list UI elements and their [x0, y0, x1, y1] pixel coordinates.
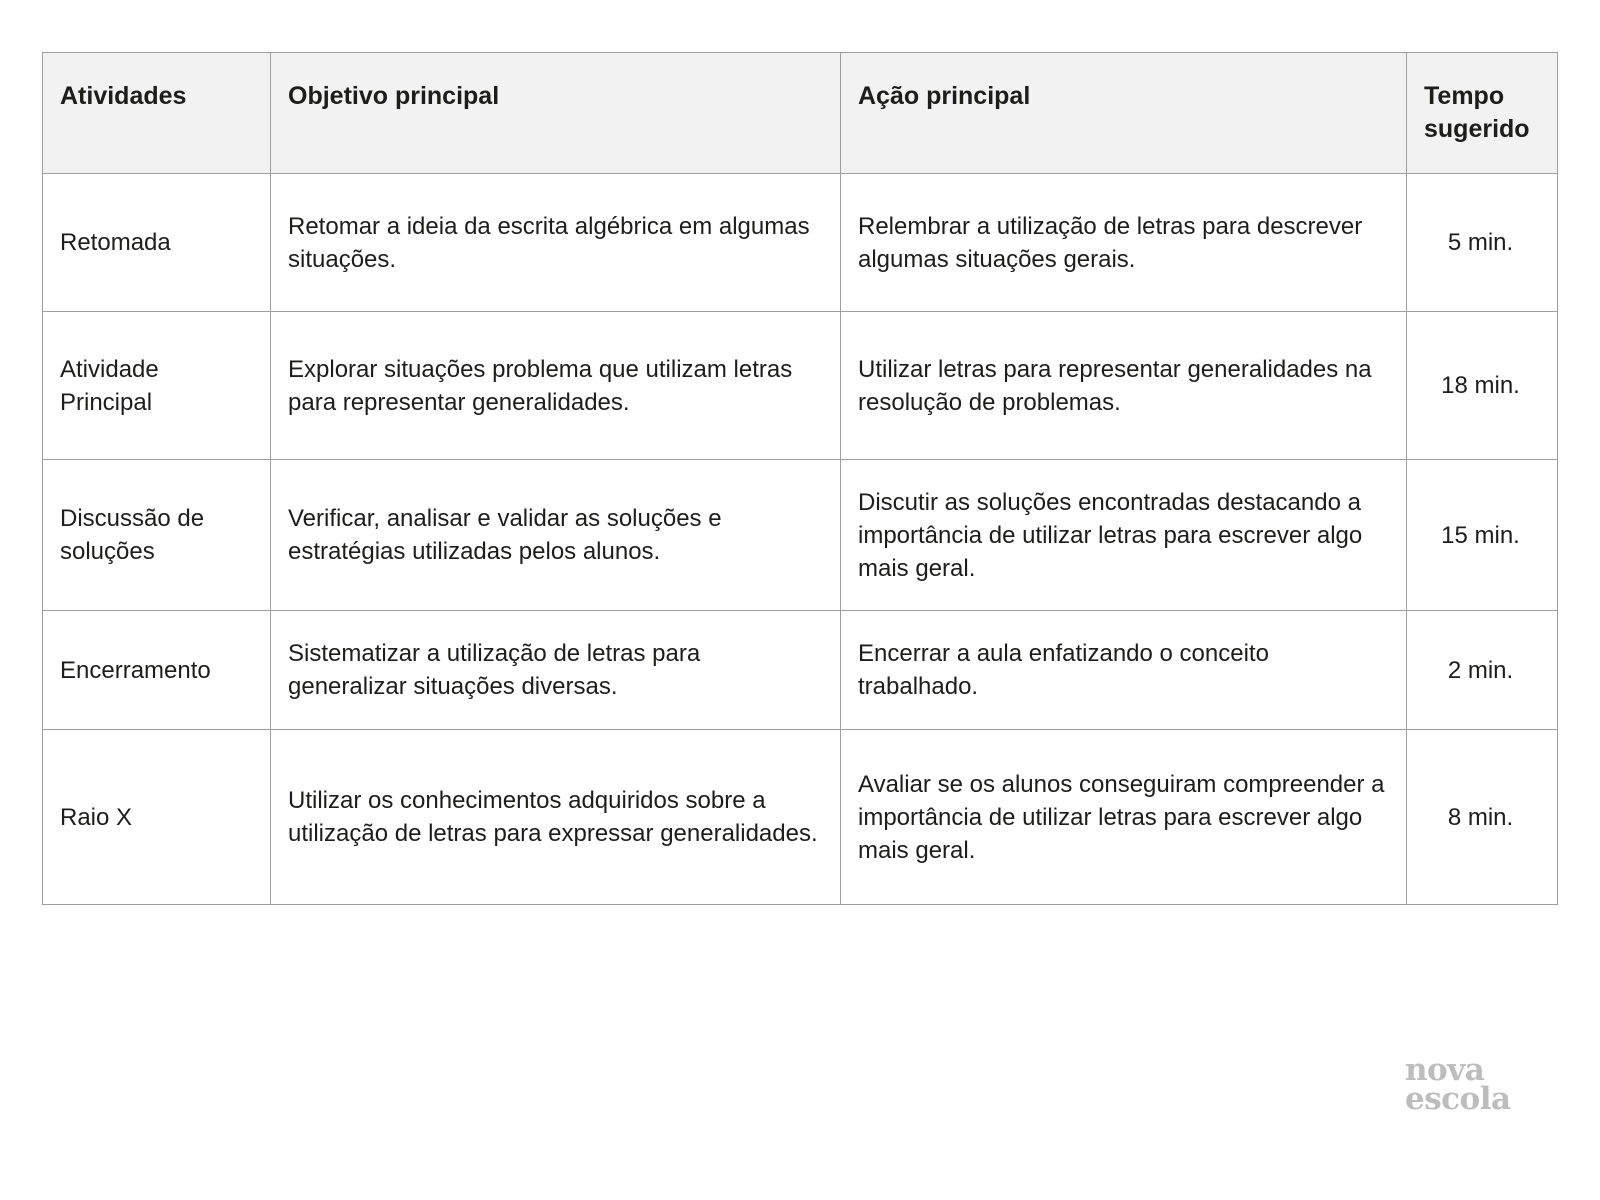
cell-objective: Explorar situações problema que utilizam letras para representar generalidades. [271, 312, 841, 460]
cell-objective: Verificar, analisar e validar as soluções e estratégias utilizadas pelos alunos. [271, 460, 841, 611]
table-row [43, 312, 1558, 460]
cell-activity: Encerramento [43, 611, 271, 730]
cell-time: 2 min. [1407, 611, 1558, 730]
nova-escola-logo [1405, 1052, 1511, 1117]
cell-time: 15 min. [1407, 460, 1558, 611]
cell-objective: Sistematizar a utilização de letras para generalizar situações diversas. [271, 611, 841, 730]
cell-action: Encerrar a aula enfatizando o conceito trabalhado. [841, 611, 1407, 730]
table-row [43, 174, 1558, 312]
cell-objective: Utilizar os conhecimentos adquiridos sobre a utilização de letras para expressar generalidades. [271, 730, 841, 905]
table-row [43, 611, 1558, 730]
cell-activity: Raio X [43, 730, 271, 905]
cell-action: Discutir as soluções encontradas destacando a importância de utilizar letras para escrever algo mais geral. [841, 460, 1407, 611]
cell-objective: Retomar a ideia da escrita algébrica em algumas situações. [271, 174, 841, 312]
table-row [43, 730, 1558, 905]
cell-activity: Discussão de soluções [43, 460, 271, 611]
header-atividades: Atividades [43, 53, 271, 174]
logo-line-escola: escola [1405, 1081, 1511, 1117]
cell-action: Relembrar a utilização de letras para descrever algumas situações gerais. [841, 174, 1407, 312]
cell-time: 18 min. [1407, 312, 1558, 460]
table-body [43, 174, 1558, 905]
cell-action: Avaliar se os alunos conseguiram compreender a importância de utilizar letras para escrever algo mais geral. [841, 730, 1407, 905]
header-objetivo-principal: Objetivo principal [271, 53, 841, 174]
header-acao-principal: Ação principal [841, 53, 1407, 174]
cell-action: Utilizar letras para representar generalidades na resolução de problemas. [841, 312, 1407, 460]
header-row [43, 53, 1558, 174]
logo-line-nova: nova [1405, 1052, 1485, 1088]
cell-activity: Atividade Principal [43, 312, 271, 460]
table-header [43, 53, 1558, 174]
lesson-plan-table [42, 52, 1558, 905]
cell-activity: Retomada [43, 174, 271, 312]
cell-time: 5 min. [1407, 174, 1558, 312]
cell-time: 8 min. [1407, 730, 1558, 905]
header-tempo-sugerido: Tempo sugerido [1407, 53, 1558, 174]
table-row [43, 460, 1558, 611]
